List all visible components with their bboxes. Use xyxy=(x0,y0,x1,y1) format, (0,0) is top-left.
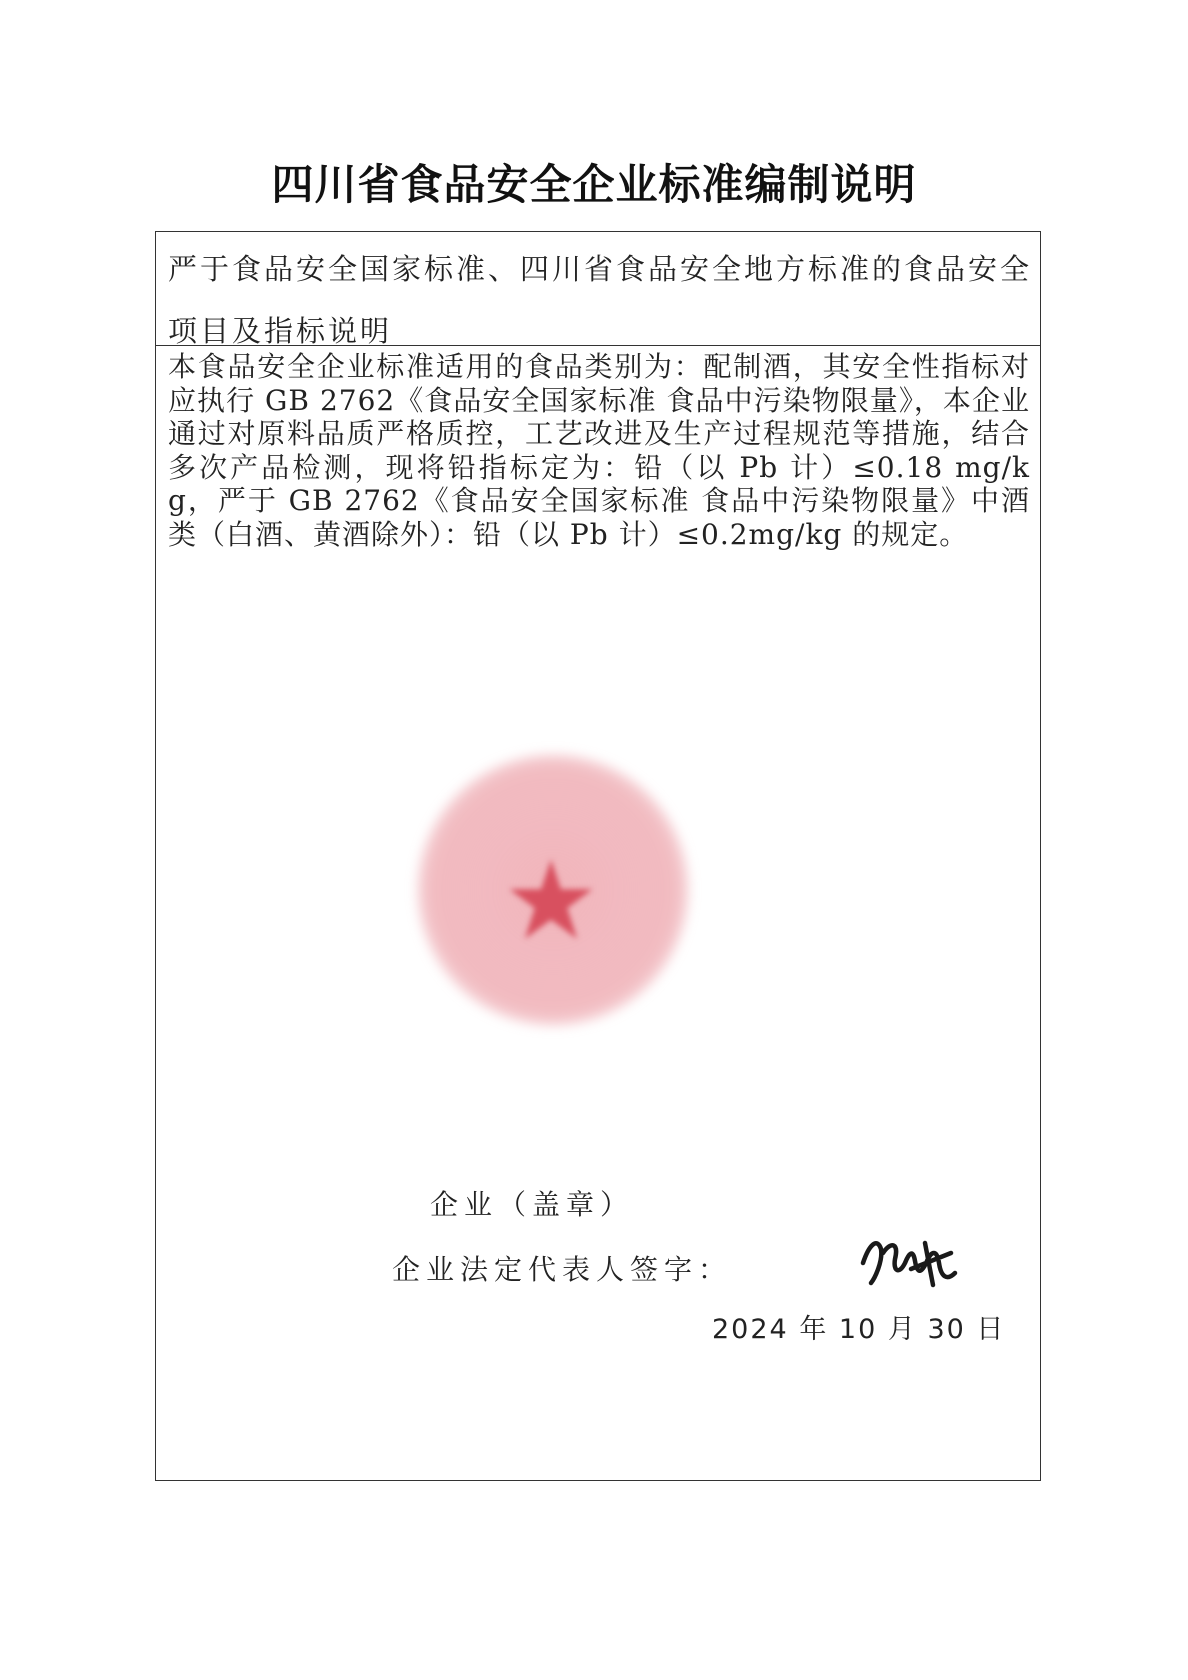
date-day-unit: 日 xyxy=(976,1314,1006,1345)
header-line-2: 项目及指标说明 xyxy=(168,314,393,348)
signature-date xyxy=(712,1307,1005,1346)
handwritten-signature xyxy=(855,1223,965,1293)
date-year: 2024 xyxy=(712,1314,789,1345)
date-day: 30 xyxy=(927,1314,966,1345)
document-title: 四川省食品安全企业标准编制说明 xyxy=(271,160,917,209)
seal-star-icon xyxy=(506,855,596,945)
date-year-unit: 年 xyxy=(799,1314,829,1345)
legal-rep-label: 企业法定代表人签字： xyxy=(392,1253,733,1286)
date-month: 10 xyxy=(838,1314,878,1345)
header-line-1: 严于食品安全国家标准、四川省食品安全地方标准的食品安全 xyxy=(168,252,1033,286)
date-month-unit: 月 xyxy=(887,1314,917,1345)
table-header-cell xyxy=(156,232,1040,346)
explanation-body: 本食品安全企业标准适用的食品类别为：配制酒，其安全性指标对应执行 GB 2762《食品安全国家标准 食品中污染物限量》，本企业通过对原料品质严格质控，工艺改进及生产过程规范等措施，结合多次产品检测，现将铅指标定为：铅（以 Pb 计）≤0.18 mg/kg，严于 GB 2762《食品安全国家标准 食品中污染物限量》中酒类（白酒、黄酒除外）：铅（以 Pb 计）≤0.2mg/kg 的规定。 xyxy=(168,350,1030,551)
company-seal-label: 企业（盖章） xyxy=(430,1188,635,1221)
